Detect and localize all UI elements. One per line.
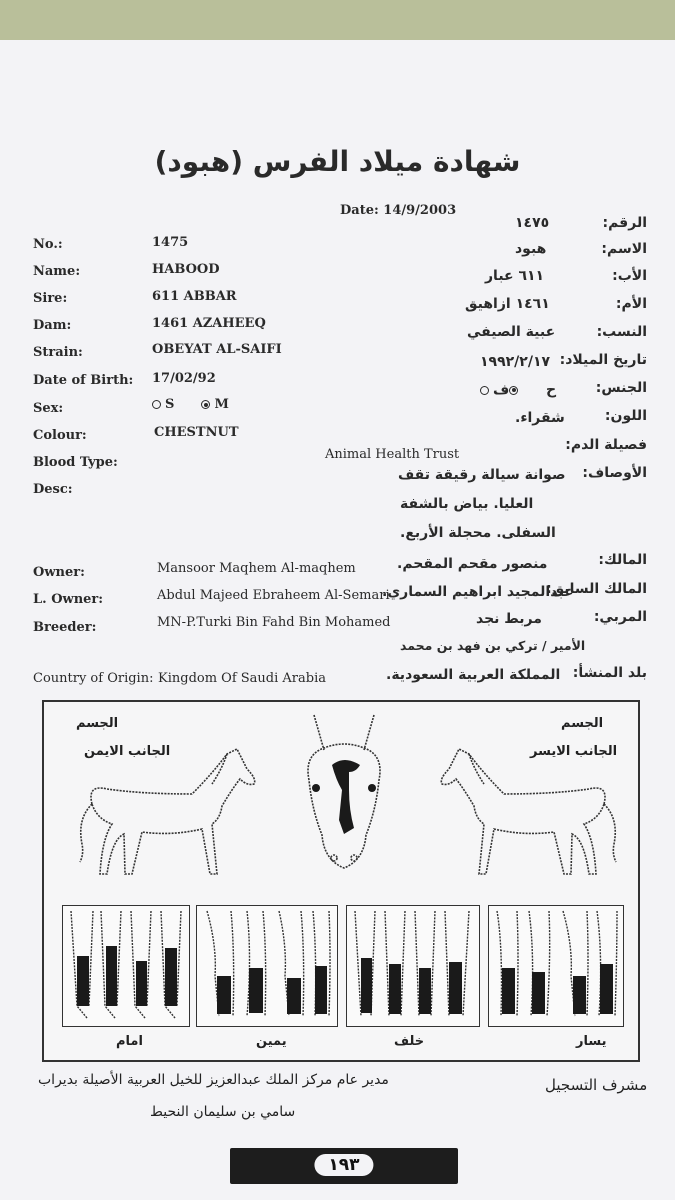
ar-label-desc: الأوصاف: bbox=[582, 465, 647, 481]
label-breeder: Breeder: bbox=[33, 620, 97, 635]
ar-value-dam: ١٤٦١ ازاهيق bbox=[465, 296, 550, 312]
legs-right-label: يمين bbox=[256, 1034, 287, 1049]
ar-radio-f bbox=[509, 386, 518, 395]
page-title: شهادة ميلاد الفرس (هبود) bbox=[154, 145, 521, 178]
label-colour: Colour: bbox=[33, 428, 87, 443]
ar-value-strain: عبية الصيفي bbox=[467, 324, 556, 340]
radio-m-label: M bbox=[214, 397, 229, 412]
diagram-right-sub: الجانب الايسر bbox=[530, 744, 618, 759]
ar-value-name: هبود bbox=[515, 241, 547, 257]
ar-label-dob: تاريخ الميلاد: bbox=[559, 352, 647, 368]
label-blood-type: Blood Type: bbox=[33, 455, 118, 470]
legs-right-group bbox=[196, 905, 338, 1027]
registrar-title: مشرف التسجيل bbox=[545, 1076, 648, 1094]
legs-hind-label: خلف bbox=[394, 1034, 425, 1049]
label-sire: Sire: bbox=[33, 291, 68, 306]
legs-front-icon bbox=[63, 906, 189, 1026]
page-number: ١٩٣ bbox=[314, 1154, 373, 1176]
value-sire: 611 ABBAR bbox=[152, 289, 237, 304]
label-desc: Desc: bbox=[33, 482, 73, 497]
diagram-left-title: الجسم bbox=[76, 716, 119, 731]
value-colour: CHESTNUT bbox=[154, 425, 239, 440]
label-dob: Date of Birth: bbox=[33, 373, 134, 388]
legs-front-group bbox=[62, 905, 190, 1027]
ar-label-name: الاسم: bbox=[601, 241, 647, 257]
ar-sex-options bbox=[480, 382, 556, 398]
radio-m bbox=[201, 400, 210, 409]
ar-value-breeder-2: الأمير / تركي بن فهد بن محمد bbox=[400, 638, 586, 653]
label-no: No.: bbox=[33, 237, 63, 252]
label-name: Name: bbox=[33, 264, 81, 279]
ar-value-breeder: مربط نجد bbox=[476, 611, 542, 627]
ar-desc-line-2: العليا. بياض بالشفة bbox=[400, 496, 534, 512]
ar-label-owner: المالك: bbox=[598, 552, 647, 568]
value-breeder: MN-P.Turki Bin Fahd Bin Mohamed bbox=[157, 615, 391, 630]
ar-label-country: بلد المنشأ: bbox=[572, 665, 647, 681]
sex-options bbox=[152, 397, 229, 412]
legs-left-icon bbox=[489, 906, 623, 1026]
label-dam: Dam: bbox=[33, 318, 72, 333]
radio-s-label: S bbox=[165, 397, 175, 412]
ar-label-blood: فصيلة الدم: bbox=[565, 437, 647, 453]
horse-right-side-icon bbox=[72, 744, 272, 894]
ar-value-l-owner: عبدالمجيد ابراهيم السماري. bbox=[382, 584, 574, 600]
ar-label-l-owner: المالك السابق: bbox=[546, 581, 647, 597]
ar-desc-line-1: صوانة سيالة رقيقة تقف bbox=[398, 467, 566, 483]
label-l-owner: L. Owner: bbox=[33, 592, 104, 607]
ar-radio-h-label: ح bbox=[546, 382, 557, 398]
ar-label-strain: النسب: bbox=[596, 324, 647, 340]
ar-label-no: الرقم: bbox=[602, 215, 647, 231]
ar-radio-f-label: ف bbox=[493, 382, 510, 398]
ar-label-dam: الأم: bbox=[615, 296, 647, 312]
value-name: HABOOD bbox=[152, 262, 220, 277]
legs-hind-group bbox=[346, 905, 480, 1027]
page-number-bar bbox=[230, 1148, 458, 1184]
value-owner: Mansoor Maqhem Al-maqhem bbox=[157, 561, 356, 576]
label-sex: Sex: bbox=[33, 401, 64, 416]
ar-value-colour: شقراء. bbox=[515, 410, 565, 426]
value-blood-type: Animal Health Trust bbox=[325, 447, 460, 462]
value-l-owner: Abdul Majeed Ebraheem Al-Semari bbox=[157, 588, 390, 603]
ar-value-owner: منصور مقحم المقحم. bbox=[397, 556, 548, 572]
diagram-left-sub: الجانب الايمن bbox=[84, 744, 171, 759]
ar-value-country: المملكة العربية السعودية. bbox=[386, 667, 561, 683]
markings-diagram bbox=[42, 700, 640, 1062]
director-title: مدير عام مركز الملك عبدالعزيز للخيل العربية الأصيلة بديراب bbox=[38, 1072, 389, 1088]
ar-value-no: ١٤٧٥ bbox=[515, 215, 550, 231]
label-strain: Strain: bbox=[33, 345, 83, 360]
ar-radio-h bbox=[480, 386, 489, 395]
legs-left-label: يسار bbox=[576, 1034, 607, 1049]
value-dam: 1461 AZAHEEQ bbox=[152, 316, 266, 331]
value-no: 1475 bbox=[152, 235, 189, 250]
ar-label-sex: الجنس: bbox=[595, 380, 647, 396]
ar-label-colour: اللون: bbox=[604, 408, 647, 424]
legs-left-group bbox=[488, 905, 624, 1027]
value-dob: 17/02/92 bbox=[152, 371, 216, 386]
certificate-date: Date: 14/9/2003 bbox=[340, 203, 457, 218]
ar-value-sire: ٦١١ عبار bbox=[485, 268, 545, 284]
label-owner: Owner: bbox=[33, 565, 85, 580]
legs-front-label: امام bbox=[116, 1034, 143, 1049]
ar-label-sire: الأب: bbox=[612, 268, 647, 284]
label-country: Country of Origin: bbox=[33, 671, 154, 686]
ar-desc-line-3: السفلى. محجلة الأربع. bbox=[400, 525, 556, 541]
ar-label-breeder: المربي: bbox=[593, 609, 647, 625]
ar-value-dob: ١٩٩٢/٢/١٧ bbox=[480, 354, 551, 370]
horse-left-side-icon bbox=[424, 744, 624, 894]
background-strip bbox=[0, 0, 675, 42]
director-name: سامي بن سليمان النحيط bbox=[150, 1104, 296, 1120]
radio-s bbox=[152, 400, 161, 409]
legs-hind-icon bbox=[347, 906, 479, 1026]
legs-right-icon bbox=[197, 906, 337, 1026]
value-strain: OBEYAT AL-SAIFI bbox=[152, 342, 282, 357]
horse-face-icon bbox=[294, 710, 394, 875]
value-country: Kingdom Of Saudi Arabia bbox=[158, 671, 326, 686]
diagram-right-title: الجسم bbox=[561, 716, 604, 731]
